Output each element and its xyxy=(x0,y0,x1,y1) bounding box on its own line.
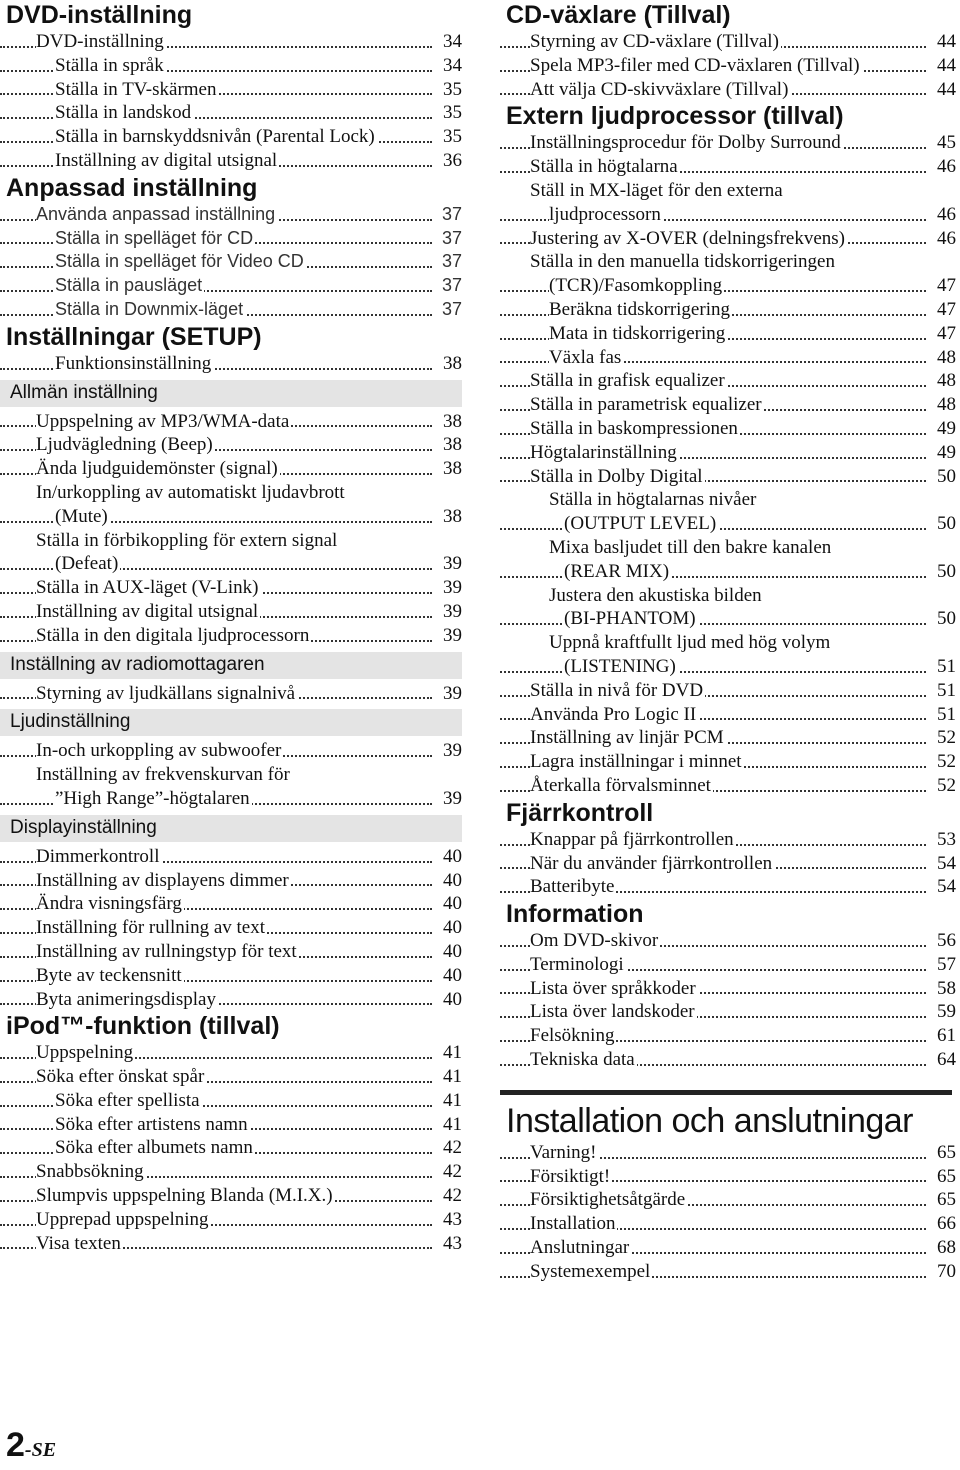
toc-entry-page: 42 xyxy=(440,1160,462,1184)
toc-entry-title: Ställa in parametrisk equalizer xyxy=(530,394,762,416)
toc-entry-page: 40 xyxy=(440,916,462,940)
toc-entry-page: 70 xyxy=(934,1260,956,1284)
toc-entry[interactable] xyxy=(0,274,462,298)
page-number-value: 2 xyxy=(6,1426,25,1464)
toc-entry-page: 51 xyxy=(934,679,956,703)
toc-entry-page: 37 xyxy=(439,298,462,322)
toc-entry-page: 37 xyxy=(439,274,462,298)
toc-entry-page: 40 xyxy=(440,988,462,1012)
toc-entry-title: Ställa in språk xyxy=(55,54,164,76)
toc-entry-title: Byte av teckensnitt xyxy=(36,964,182,986)
toc-entry-title: Funktionsinställning xyxy=(55,352,212,374)
toc-entry-title: Använda Pro Logic II xyxy=(530,703,697,725)
toc-entry-page: 52 xyxy=(934,774,956,798)
toc-entry-page: 41 xyxy=(440,1065,462,1089)
toc-entry-title: Högtalarinställning xyxy=(530,441,677,463)
toc-entry[interactable] xyxy=(500,1188,956,1212)
toc-entry[interactable] xyxy=(500,560,956,584)
toc-entry-title: Uppnå kraftfullt ljud med hög volym xyxy=(549,632,831,654)
toc-entry-title: Ställa in förbikoppling för extern signal xyxy=(36,529,338,551)
subsection-heading: Allmän inställning xyxy=(0,380,462,407)
toc-entry-page: 38 xyxy=(440,352,462,376)
toc-entry-title: Ställa in TV-skärmen xyxy=(55,78,217,100)
toc-entry-page: 39 xyxy=(440,682,462,706)
toc-entry[interactable] xyxy=(500,369,956,393)
toc-entry-title: Ställa in spelläget för CD xyxy=(55,227,254,248)
toc-entry[interactable] xyxy=(0,250,462,274)
toc-entry-title: Justera den akustiska bilden xyxy=(549,584,762,606)
toc-entry-title: Anslutningar xyxy=(530,1237,630,1259)
toc-entry-title: Dimmerkontroll xyxy=(36,845,160,867)
toc-entry-title: Uppspelning xyxy=(36,1042,134,1064)
page-number xyxy=(6,1425,56,1470)
toc-entry[interactable] xyxy=(0,739,462,763)
toc-entry-page: 51 xyxy=(934,655,956,679)
toc-entry[interactable] xyxy=(0,125,462,149)
toc-entry[interactable] xyxy=(500,274,956,298)
toc-entry-title: (BI-PHANTOM) xyxy=(564,608,696,630)
toc-entry-page: 43 xyxy=(440,1208,462,1232)
toc-entry[interactable] xyxy=(500,1141,956,1165)
toc-entry[interactable] xyxy=(0,203,462,227)
toc-entry-page: 46 xyxy=(934,227,956,251)
toc-entry-title: Ställa in pausläget xyxy=(55,275,203,296)
toc-entry-page: 35 xyxy=(440,78,462,102)
toc-entry-title: Inställning för rullning av text xyxy=(36,917,266,939)
toc-entry[interactable] xyxy=(0,1232,462,1256)
toc-entry[interactable] xyxy=(500,703,956,727)
toc-entry-page: 49 xyxy=(934,417,956,441)
toc-entry[interactable] xyxy=(500,1000,956,1024)
toc-entry-page: 37 xyxy=(439,227,462,251)
toc-entry[interactable] xyxy=(0,1136,462,1160)
toc-entry[interactable] xyxy=(500,875,956,899)
toc-entry-page: 45 xyxy=(934,131,956,155)
toc-entry[interactable] xyxy=(500,179,956,203)
toc-entry-page: 51 xyxy=(934,703,956,727)
section-heading: DVD-inställning xyxy=(6,1,193,29)
toc-entry-title: Justering av X-OVER (delningsfrekvens) xyxy=(530,227,846,249)
toc-entry[interactable] xyxy=(500,441,956,465)
toc-entry-title: In-och urkoppling av subwoofer xyxy=(36,740,282,762)
toc-entry[interactable] xyxy=(500,536,956,560)
toc-entry[interactable] xyxy=(0,892,462,916)
toc-entry[interactable] xyxy=(500,78,956,102)
toc-entry[interactable] xyxy=(500,131,956,155)
toc-entry-title: Inställning av linjär PCM xyxy=(530,727,724,749)
toc-entry-title: Ställa in högtalarna xyxy=(530,156,678,178)
toc-entry-title: Terminologi xyxy=(530,953,624,975)
toc-entry[interactable] xyxy=(500,488,956,512)
toc-entry-page: 65 xyxy=(934,1141,956,1165)
toc-entry-title: Försiktigt! xyxy=(530,1165,611,1187)
toc-entry-title: Växla fas xyxy=(549,346,622,368)
toc-entry-title: Felsökning xyxy=(530,1025,615,1047)
toc-entry-page: 37 xyxy=(439,250,462,274)
toc-entry-page: 68 xyxy=(934,1236,956,1260)
toc-entry-title: Inställning av frekvenskurvan för xyxy=(36,764,290,786)
toc-entry-title: Byta animeringsdisplay xyxy=(36,988,216,1010)
toc-entry-page: 46 xyxy=(934,203,956,227)
toc-entry[interactable] xyxy=(500,250,956,274)
toc-entry-title: Lagra inställningar i minnet xyxy=(530,751,742,773)
toc-entry-title: Söka efter spellista xyxy=(55,1089,200,1111)
toc-entry-title: Snabbsökning xyxy=(36,1161,144,1183)
toc-entry-title: Beräkna tidskorrigering xyxy=(549,298,730,320)
toc-entry[interactable] xyxy=(0,964,462,988)
toc-entry-page: 50 xyxy=(934,560,956,584)
toc-entry-title: Söka efter artistens namn xyxy=(55,1113,248,1135)
toc-entry-title: (Mute) xyxy=(55,505,108,527)
toc-entry-title: Ställa in den digitala ljudprocessorn xyxy=(36,624,310,646)
toc-entry-page: 42 xyxy=(440,1136,462,1160)
toc-entry-page: 40 xyxy=(440,892,462,916)
toc-entry[interactable] xyxy=(0,845,462,869)
toc-entry[interactable] xyxy=(500,977,956,1001)
toc-entry[interactable] xyxy=(0,763,462,787)
toc-entry[interactable] xyxy=(500,929,956,953)
toc-entry-page: 50 xyxy=(934,465,956,489)
toc-entry[interactable] xyxy=(0,869,462,893)
section-heading: Information xyxy=(506,900,644,929)
toc-entry-title: Inställning av digital utsignal xyxy=(36,600,259,622)
toc-entry[interactable] xyxy=(500,203,956,227)
toc-entry-title: Försiktighetsåtgärde xyxy=(530,1189,686,1211)
section-heading: Extern ljudprocessor (tillval) xyxy=(506,102,844,131)
toc-entry-title: (OUTPUT LEVEL) xyxy=(564,513,717,535)
toc-entry-page: 39 xyxy=(440,787,462,811)
section-divider xyxy=(500,1090,952,1095)
toc-entry-title: Ställ in MX-läget för den externa xyxy=(530,179,783,201)
toc-entry-page: 40 xyxy=(440,869,462,893)
toc-entry-title: Söka efter albumets namn xyxy=(55,1137,253,1159)
toc-entry-page: 38 xyxy=(440,505,462,529)
toc-entry-title: Använda anpassad inställning xyxy=(36,203,276,224)
toc-entry-page: 34 xyxy=(440,54,462,78)
toc-entry-page: 35 xyxy=(440,101,462,125)
toc-entry-page: 38 xyxy=(440,457,462,481)
toc-entry-page: 57 xyxy=(934,953,956,977)
subsection-heading: Displayinställning xyxy=(0,815,462,842)
toc-entry-title: Ljudvägledning (Beep) xyxy=(36,434,213,456)
section-heading: Inställningar (SETUP) xyxy=(6,322,262,351)
toc-entry-page: 59 xyxy=(934,1000,956,1024)
toc-entry-page: 37 xyxy=(439,203,462,227)
toc-entry-title: Ställa in Downmix-läget xyxy=(55,298,244,319)
toc-entry-page: 56 xyxy=(934,929,956,953)
toc-entry[interactable] xyxy=(0,624,462,648)
toc-entry-page: 41 xyxy=(440,1113,462,1137)
toc-entry-page: 41 xyxy=(440,1041,462,1065)
toc-entry-page: 46 xyxy=(934,155,956,179)
toc-entry[interactable] xyxy=(0,505,462,529)
toc-entry[interactable] xyxy=(500,607,956,631)
toc-entry-title: Visa texten xyxy=(36,1232,121,1254)
toc-entry-title: ”High Range”-högtalaren xyxy=(55,787,250,809)
toc-entry-title: Styrning av CD-växlare (Tillval) xyxy=(530,31,779,52)
toc-entry[interactable] xyxy=(500,512,956,536)
toc-entry-title: När du använder fjärrkontrollen xyxy=(530,852,773,874)
toc-entry-page: 39 xyxy=(440,739,462,763)
toc-entry-title: (REAR MIX) xyxy=(564,560,670,582)
toc-entry-title: Mixa basljudet till den bakre kanalen xyxy=(549,536,832,558)
toc-entry-title: Ställa in baskompressionen xyxy=(530,417,738,439)
toc-entry[interactable] xyxy=(0,149,462,173)
toc-entry-title: Att välja CD-skivväxlare (Tillval) xyxy=(530,78,789,100)
toc-entry-title: Ställa in landskod xyxy=(55,102,192,124)
toc-entry-page: 42 xyxy=(440,1184,462,1208)
toc-entry[interactable] xyxy=(0,227,462,251)
toc-entry-page: 34 xyxy=(440,30,462,54)
section-heading: Fjärrkontroll xyxy=(506,798,654,827)
toc-entry-page: 41 xyxy=(440,1089,462,1113)
subsection-heading: Ljudinställning xyxy=(0,709,462,736)
toc-entry-title: ljudprocessorn xyxy=(549,203,661,225)
toc-entry-title: Inställning av digital utsignal xyxy=(55,149,278,171)
toc-entry[interactable] xyxy=(500,417,956,441)
toc-entry-page: 39 xyxy=(440,624,462,648)
toc-entry-title: (LISTENING) xyxy=(564,655,676,677)
toc-entry[interactable] xyxy=(500,322,956,346)
toc-entry-page: 58 xyxy=(934,977,956,1001)
toc-entry-title: In/urkoppling av automatiskt ljudavbrott xyxy=(36,481,345,503)
toc-entry-title: Upprepad uppspelning xyxy=(36,1208,209,1230)
toc-right-column xyxy=(500,0,956,1284)
toc-entry[interactable] xyxy=(0,30,462,54)
toc-entry-page: 44 xyxy=(934,54,956,78)
toc-entry-title: Batteribyte xyxy=(530,876,615,898)
toc-entry-page: 39 xyxy=(440,576,462,600)
section-heading: iPod™-funktion (tillval) xyxy=(6,1012,280,1041)
toc-entry-title: DVD-inställning xyxy=(36,31,164,52)
toc-entry-title: Söka efter önskat spår xyxy=(36,1066,205,1088)
toc-entry-title: (Defeat) xyxy=(55,553,119,575)
toc-entry[interactable] xyxy=(0,1089,462,1113)
toc-entry-title: Tekniska data xyxy=(530,1049,635,1071)
toc-entry[interactable] xyxy=(500,631,956,655)
toc-entry-title: Installation xyxy=(530,1213,616,1235)
toc-entry[interactable] xyxy=(0,1160,462,1184)
toc-entry-title: Uppspelning av MP3/WMA-data xyxy=(36,410,290,432)
toc-entry[interactable] xyxy=(0,410,462,434)
toc-entry-page: 54 xyxy=(934,852,956,876)
toc-entry-page: 47 xyxy=(934,274,956,298)
toc-entry-page: 47 xyxy=(934,298,956,322)
toc-entry-title: Ställa in grafisk equalizer xyxy=(530,370,725,392)
toc-entry-title: Ställa in barnskyddsnivån (Parental Lock) xyxy=(55,126,375,148)
section-heading: CD-växlare (Tillval) xyxy=(506,1,731,29)
toc-entry-title: Lista över språkkoder xyxy=(530,977,696,999)
toc-entry-title: Ställa in Dolby Digital xyxy=(530,465,703,487)
toc-entry[interactable] xyxy=(500,1260,956,1284)
toc-entry-page: 61 xyxy=(934,1024,956,1048)
toc-entry[interactable] xyxy=(500,1024,956,1048)
toc-entry[interactable] xyxy=(500,774,956,798)
toc-entry-page: 35 xyxy=(440,125,462,149)
toc-entry-title: Ställa in AUX-läget (V-Link) xyxy=(36,577,259,599)
toc-entry[interactable] xyxy=(500,679,956,703)
toc-entry[interactable] xyxy=(0,78,462,102)
page-number-suffix: -SE xyxy=(24,1439,57,1461)
toc-entry-title: Ställa in spelläget för Video CD xyxy=(55,251,304,272)
toc-entry[interactable] xyxy=(0,787,462,811)
toc-entry[interactable] xyxy=(0,1041,462,1065)
toc-entry-title: Slumpvis uppspelning Blanda (M.I.X.) xyxy=(36,1185,333,1207)
toc-entry[interactable] xyxy=(0,352,462,376)
toc-entry[interactable] xyxy=(0,54,462,78)
toc-entry-page: 48 xyxy=(934,369,956,393)
toc-entry-page: 65 xyxy=(934,1188,956,1212)
toc-entry[interactable] xyxy=(500,1236,956,1260)
toc-entry-page: 39 xyxy=(440,600,462,624)
toc-entry-title: Om DVD-skivor xyxy=(530,930,659,952)
toc-entry-page: 49 xyxy=(934,441,956,465)
toc-entry-title: Ända ljudguidemönster (signal) xyxy=(36,458,278,480)
toc-entry[interactable] xyxy=(500,155,956,179)
toc-entry[interactable] xyxy=(500,750,956,774)
toc-entry-page: 43 xyxy=(440,1232,462,1256)
toc-entry[interactable] xyxy=(0,916,462,940)
toc-entry-title: (TCR)/Fasomkoppling xyxy=(549,275,723,297)
toc-entry[interactable] xyxy=(500,655,956,679)
toc-entry-page: 65 xyxy=(934,1165,956,1189)
toc-entry[interactable] xyxy=(0,940,462,964)
toc-entry[interactable] xyxy=(500,1165,956,1189)
toc-entry-page: 53 xyxy=(934,828,956,852)
toc-entry[interactable] xyxy=(0,101,462,125)
toc-entry[interactable] xyxy=(500,346,956,370)
toc-entry-page: 48 xyxy=(934,346,956,370)
toc-entry-title: Inställning av displayens dimmer xyxy=(36,869,289,891)
toc-entry[interactable] xyxy=(0,1208,462,1232)
toc-entry-page: 54 xyxy=(934,875,956,899)
toc-entry[interactable] xyxy=(0,576,462,600)
toc-left-column xyxy=(0,0,462,1255)
toc-entry-title: Ställa in den manuella tidskorrigeringen xyxy=(530,251,835,273)
toc-entry-title: Inställningsprocedur för Dolby Surround xyxy=(530,132,841,154)
toc-entry-page: 38 xyxy=(440,433,462,457)
toc-entry-page: 40 xyxy=(440,845,462,869)
toc-entry-page: 36 xyxy=(440,149,462,173)
toc-entry[interactable] xyxy=(500,726,956,750)
toc-entry-page: 44 xyxy=(934,78,956,102)
toc-entry-title: Knappar på fjärrkontrollen xyxy=(530,828,734,850)
toc-entry[interactable] xyxy=(500,227,956,251)
toc-entry-page: 38 xyxy=(440,410,462,434)
toc-entry-page: 47 xyxy=(934,322,956,346)
toc-entry[interactable] xyxy=(0,457,462,481)
toc-entry-page: 52 xyxy=(934,750,956,774)
toc-entry-title: Styrning av ljudkällans signalnivå xyxy=(36,682,296,704)
toc-entry[interactable] xyxy=(500,584,956,608)
toc-entry-page: 66 xyxy=(934,1212,956,1236)
toc-entry[interactable] xyxy=(0,481,462,505)
toc-entry-title: Systemexempel xyxy=(530,1260,651,1282)
toc-entry[interactable] xyxy=(0,1184,462,1208)
section-heading: Anpassad inställning xyxy=(6,173,258,202)
toc-entry[interactable] xyxy=(0,298,462,322)
toc-entry[interactable] xyxy=(0,600,462,624)
toc-entry-title: Varning! xyxy=(530,1141,597,1163)
toc-entry-page: 40 xyxy=(440,940,462,964)
toc-entry-title: Inställning av rullningstyp för text xyxy=(36,940,297,962)
toc-entry-page: 44 xyxy=(934,30,956,54)
toc-entry[interactable] xyxy=(500,465,956,489)
toc-entry[interactable] xyxy=(0,552,462,576)
toc-entry[interactable] xyxy=(500,30,956,54)
toc-entry[interactable] xyxy=(0,1113,462,1137)
section-heading: Installation och anslutningar xyxy=(506,1101,913,1140)
toc-entry-page: 48 xyxy=(934,393,956,417)
toc-entry[interactable] xyxy=(0,988,462,1012)
toc-entry[interactable] xyxy=(500,54,956,78)
toc-entry-page: 50 xyxy=(934,607,956,631)
toc-entry[interactable] xyxy=(500,1048,956,1072)
toc-entry-page: 50 xyxy=(934,512,956,536)
toc-entry-title: Mata in tidskorrigering xyxy=(549,322,726,344)
toc-entry[interactable] xyxy=(500,393,956,417)
toc-entry-title: Ändra visningsfärg xyxy=(36,893,182,915)
toc-entry-title: Ställa in högtalarnas nivåer xyxy=(549,489,757,511)
subsection-heading: Inställning av radiomottagaren xyxy=(0,652,462,679)
toc-entry[interactable] xyxy=(500,953,956,977)
toc-entry[interactable] xyxy=(0,1065,462,1089)
toc-entry-page: 39 xyxy=(440,552,462,576)
toc-entry-title: Lista över landskoder xyxy=(530,1001,695,1023)
toc-entry-title: Spela MP3-filer med CD-växlaren (Tillval) xyxy=(530,54,860,76)
toc-entry[interactable] xyxy=(500,852,956,876)
toc-entry-page: 40 xyxy=(440,964,462,988)
toc-entry[interactable] xyxy=(500,828,956,852)
toc-entry[interactable] xyxy=(500,298,956,322)
toc-entry[interactable] xyxy=(0,529,462,553)
toc-entry[interactable] xyxy=(0,682,462,706)
toc-entry-page: 52 xyxy=(934,726,956,750)
toc-entry-title: Återkalla förvalsminnet xyxy=(530,774,711,796)
toc-entry[interactable] xyxy=(500,1212,956,1236)
toc-entry[interactable] xyxy=(0,433,462,457)
toc-entry-page: 64 xyxy=(934,1048,956,1072)
toc-entry-title: Ställa in nivå för DVD xyxy=(530,679,704,701)
